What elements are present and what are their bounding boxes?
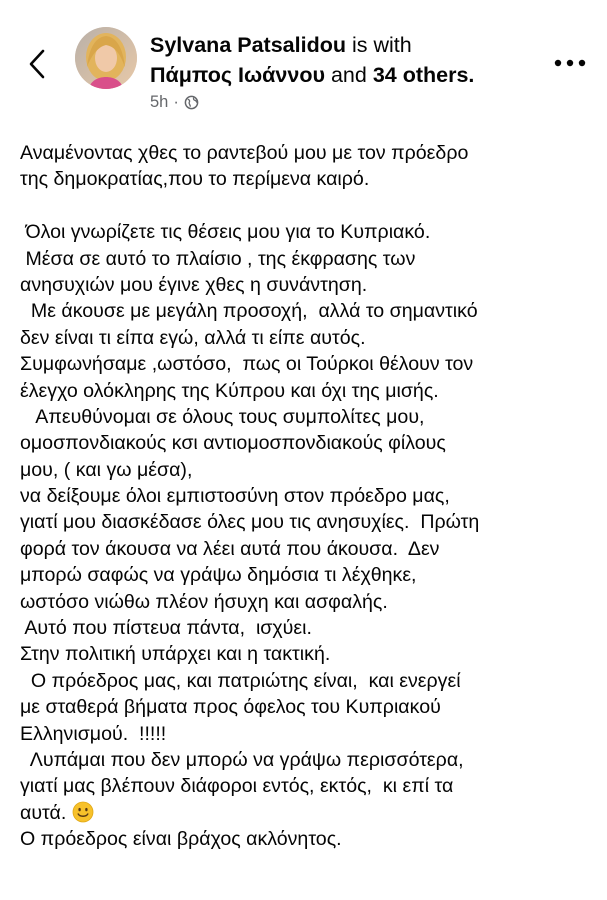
post-line: γιατί μας βλέπουν διάφοροι εντός, εκτός, κι επί τα [20, 775, 454, 798]
post-line: με σταθερά βήματα προς όφελος του Κυπριακού [20, 696, 441, 719]
back-button[interactable] [22, 44, 52, 84]
more-horizontal-icon [554, 59, 586, 67]
post-line [20, 193, 600, 219]
smiling-face-icon [72, 801, 94, 823]
avatar-image [75, 27, 137, 89]
tagged-name[interactable]: Πάμπος Ιωάννου [150, 63, 325, 87]
meta-separator: · [173, 93, 179, 111]
post-line: μου, ( και γω μέσα), [20, 458, 193, 481]
post-line: Όλοι γνωρίζετε τις θέσεις μου για το Κυπριακό. [20, 221, 431, 244]
post-line: Αναμένοντας χθες το ραντεβού μου με τον πρόεδρο [20, 142, 469, 164]
post-header [0, 0, 607, 120]
post-line: μπορώ σαφώς να γράψω δημόσια τι λέχθηκε, [20, 564, 417, 587]
tagged-line [150, 60, 550, 90]
post-line: έλεγχο ολόκληρης της Κύπρου και όχι της μισής. [20, 379, 439, 402]
post-line: να δείξουμε όλοι εμπιστοσύνη στον πρόεδρο μας, [20, 485, 450, 508]
post-line: Συμφωνήσαμε ,ωστόσο, πως οι Τούρκοι θέλουν τον [20, 353, 474, 376]
post-line: Λυπάμαι που δεν μπορώ να γράψω περισσότερα, [20, 748, 464, 771]
post-line: Αυτό που πίστευα πάντα, ισχύει. [20, 617, 312, 640]
post-line: Απευθύνομαι σε όλους τους συμπολίτες μου, [20, 405, 425, 428]
post-line: φορά τον άκουσα να λέει αυτά που άκουσα. Δεν [20, 537, 440, 560]
post-line-text: αυτά. [20, 801, 67, 824]
post-line: Ο πρόεδρος είναι βράχος ακλόνητος. [20, 828, 342, 851]
post-text [20, 140, 600, 853]
post-line: ομοσπονδιακούς κσι αντιομοσπονδιακούς φίλους [20, 432, 446, 455]
post-meta [150, 93, 550, 112]
globe-icon[interactable] [184, 95, 199, 110]
author-name[interactable]: Sylvana Patsalidou [150, 33, 346, 57]
chevron-left-icon [28, 49, 46, 79]
with-text: is with [351, 33, 412, 57]
post-line: Στην πολιτική υπάρχει και η τακτική. [20, 643, 331, 666]
post-line: ωστόσο νιώθω πλέον ήσυχη και ασφαλής. [20, 590, 388, 613]
post-line: γιατί μου διασκέδασε όλες μου τις ανησυχίες. Πρώτη [20, 511, 480, 534]
avatar[interactable] [75, 27, 137, 89]
post-line: Ελληνισμού. !!!!! [20, 722, 167, 745]
post-line: Μέσα σε αυτό το πλαίσιο , της έκφρασης των [20, 247, 416, 270]
others-link[interactable]: 34 others. [372, 63, 475, 87]
and-text: and [330, 63, 367, 87]
post-time[interactable]: 5h [150, 93, 169, 111]
post-line: Ο πρόεδρος μας, και πατριώτης είναι, και ενεργεί [20, 669, 461, 692]
post-line: δεν είναι τι είπα εγώ, αλλά τι είπε αυτός. [20, 326, 366, 349]
post-line-with-emoji [20, 800, 600, 826]
post-line: της δημοκρατίας,που το περίμενα καιρό. [20, 168, 370, 191]
post-line: Με άκουσε με μεγάλη προσοχή, αλλά το σημαντικό [20, 300, 478, 323]
author-line [150, 30, 550, 60]
more-options-button[interactable] [552, 55, 588, 71]
author-block [150, 30, 550, 112]
post-line: ανησυχιών μου έγινε χθες η συνάντηση. [20, 273, 368, 296]
